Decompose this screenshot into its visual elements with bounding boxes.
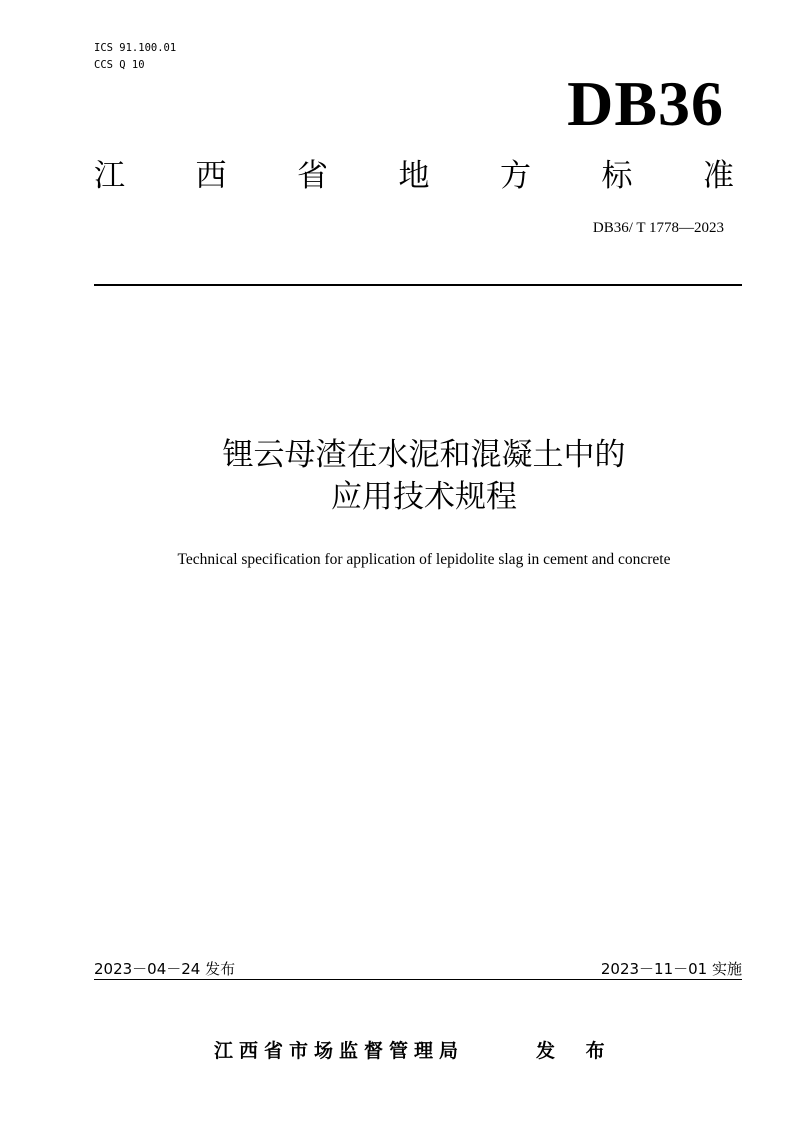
standard-type-char: 准 [703,158,734,194]
issue-date: 2023－04－24 发布 [94,960,236,978]
db36-logo: DB36 [567,68,724,139]
standard-type-char: 省 [297,158,328,194]
publish-label: 发 布 [536,1040,617,1062]
publisher-name: 江西省市场监督管理局 [214,1040,465,1062]
standard-type-char: 西 [195,158,227,194]
chinese-title [0,434,800,518]
standard-type-char: 方 [500,158,531,194]
ccs-code: CCS Q 10 [94,59,145,71]
standard-type-char: 标 [601,158,633,194]
standard-type-char: 江 [94,158,125,194]
implementation-date: 2023－11－01 实施 [600,960,742,978]
chinese-title-line-2: 应用技术规程 [331,479,517,515]
date-row [94,960,742,978]
header-divider [94,284,742,286]
classification-codes [94,40,176,74]
standard-number: DB36/ T 1778—2023 [592,220,724,236]
english-title: Technical specification for application of lepidolite slag in cement and concrete [177,551,671,568]
standard-type-heading [94,156,734,196]
date-divider [94,979,742,980]
standard-type-char: 地 [398,158,430,194]
ics-code: ICS 91.100.01 [94,42,177,54]
chinese-title-line-1: 锂云母渣在水泥和混凝土中的 [222,437,626,473]
